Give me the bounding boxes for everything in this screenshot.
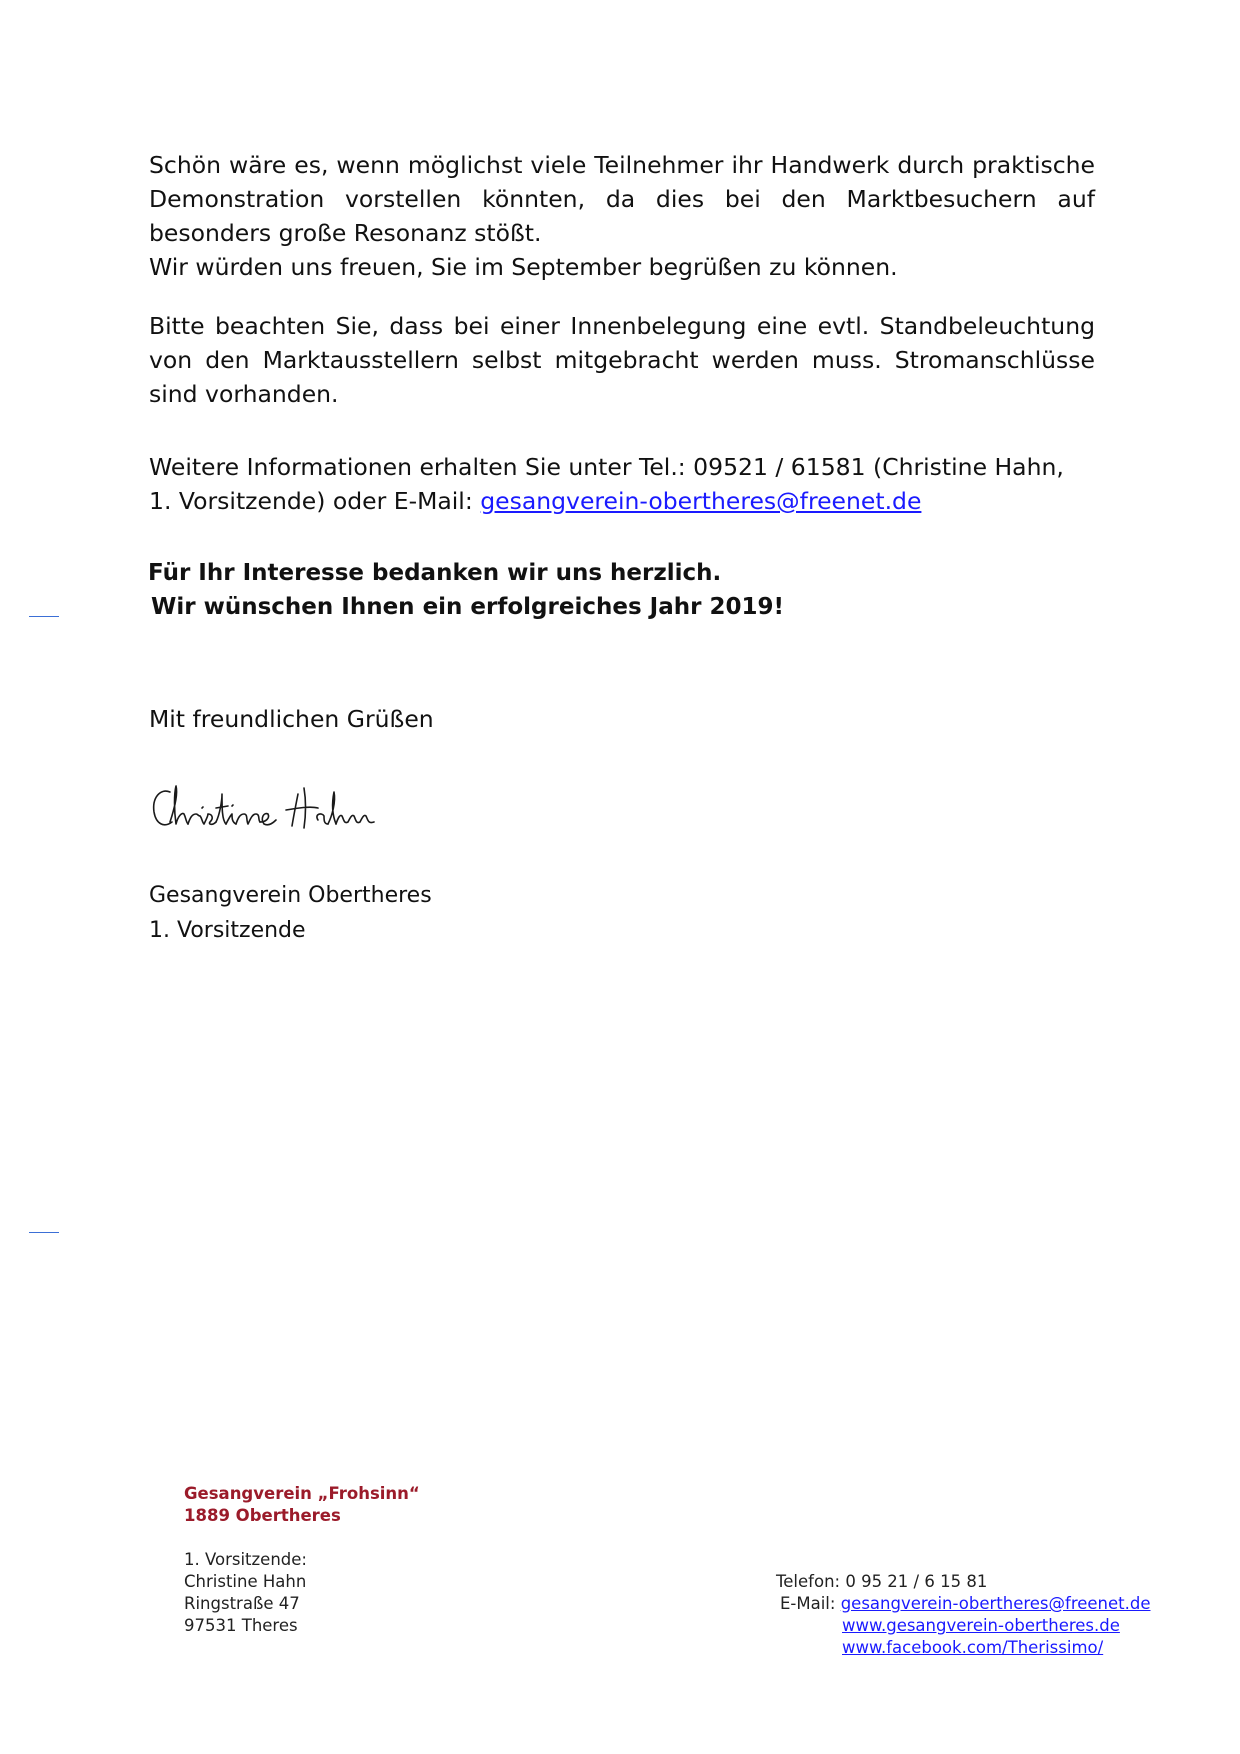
footer-street: Ringstraße 47 xyxy=(184,1594,300,1613)
margin-mark xyxy=(29,616,59,617)
sender-org: Gesangverein Obertheres xyxy=(149,883,432,908)
paragraph-line: besonders große Resonanz stößt. xyxy=(149,219,542,247)
signature-icon xyxy=(148,780,388,840)
footer-email-line xyxy=(776,1593,1151,1615)
footer-contact xyxy=(776,1571,1151,1659)
paragraph-contact xyxy=(149,450,1095,518)
sender-block xyxy=(149,878,1095,948)
footer-name: Christine Hahn xyxy=(184,1572,307,1591)
paragraph-line: Wir würden uns freuen, Sie im September begrüßen zu können. xyxy=(149,253,898,281)
footer-org-name: Gesangverein „Frohsinn“ xyxy=(184,1484,420,1503)
paragraph-line: Schön wäre es, wenn möglichst viele Teilnehmer ihr Handwerk durch praktische xyxy=(149,151,1095,179)
thanks-block xyxy=(148,556,1094,624)
thanks-line: Wir wünschen Ihnen ein erfolgreiches Jahr 2019! xyxy=(151,594,784,620)
paragraph-line: von den Marktausstellern selbst mitgebracht werden muss. Stromanschlüsse xyxy=(149,346,1095,374)
footer-website-link[interactable]: www.gesangverein-obertheres.de xyxy=(842,1616,1120,1635)
footer-role: 1. Vorsitzende: xyxy=(184,1550,307,1569)
thanks-line: Für Ihr Interesse bedanken wir uns herzlich. xyxy=(148,560,722,586)
paragraph-demonstration xyxy=(149,148,1095,284)
contact-prefix: 1. Vorsitzende) oder E-Mail: xyxy=(149,487,481,515)
margin-mark xyxy=(29,1232,59,1233)
paragraph-line: sind vorhanden. xyxy=(149,380,339,408)
signature xyxy=(148,780,388,844)
footer-org-year: 1889 Obertheres xyxy=(184,1506,341,1525)
footer-city: 97531 Theres xyxy=(184,1616,298,1635)
paragraph-line: Demonstration vorstellen könnten, da dies bei den Marktbesuchern auf xyxy=(149,185,1095,213)
sender-role: 1. Vorsitzende xyxy=(149,918,306,943)
closing xyxy=(149,702,1095,736)
email-link[interactable]: gesangverein-obertheres@freenet.de xyxy=(480,487,922,515)
footer-email-link[interactable]: gesangverein-obertheres@freenet.de xyxy=(840,1594,1151,1613)
footer-address xyxy=(184,1483,420,1637)
footer-email-label: E-Mail: xyxy=(780,1594,841,1613)
paragraph-line xyxy=(149,484,1095,518)
paragraph-lighting xyxy=(149,309,1095,411)
paragraph-line: Bitte beachten Sie, dass bei einer Innenbelegung eine evtl. Standbeleuchtung xyxy=(149,312,1095,340)
closing-text: Mit freundlichen Grüßen xyxy=(149,705,434,733)
footer-facebook-link[interactable]: www.facebook.com/Therissimo/ xyxy=(842,1638,1104,1657)
paragraph-line: Weitere Informationen erhalten Sie unter Tel.: 09521 / 61581 (Christine Hahn, xyxy=(149,453,1064,481)
footer-phone: Telefon: 0 95 21 / 6 15 81 xyxy=(776,1572,988,1591)
